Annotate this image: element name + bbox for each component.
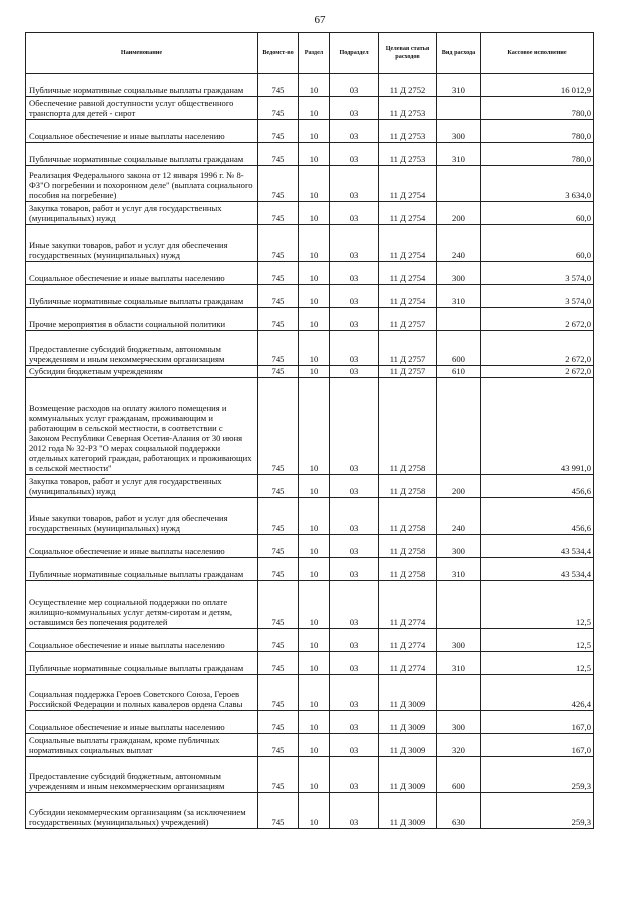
cell-subsection: 03 xyxy=(330,331,379,366)
cell-expense-type: 310 xyxy=(437,558,481,581)
cell-target-item: 11 Д 3009 xyxy=(379,734,437,757)
cell-expense-type: 320 xyxy=(437,734,481,757)
cell-name: Осуществление мер социальной поддержки по оплате жилищно-коммунальных услуг детям-сиротам и детям, оставшимся без попечения родителей xyxy=(26,581,258,629)
table-row xyxy=(26,262,594,285)
cell-expense-type: 300 xyxy=(437,262,481,285)
table-row xyxy=(26,558,594,581)
cell-target-item: 11 Д 2754 xyxy=(379,202,437,225)
cell-name: Закупка товаров, работ и услуг для государственных (муниципальных) нужд xyxy=(26,475,258,498)
cell-subsection: 03 xyxy=(330,629,379,652)
table-row xyxy=(26,166,594,202)
cell-department: 745 xyxy=(258,734,299,757)
header-expense-type: Вид расхода xyxy=(437,33,481,74)
cell-target-item: 11 Д 3009 xyxy=(379,757,437,793)
cell-target-item: 11 Д 2758 xyxy=(379,378,437,475)
cell-target-item: 11 Д 2758 xyxy=(379,498,437,535)
cell-section: 10 xyxy=(299,366,330,378)
cell-amount: 12,5 xyxy=(481,629,594,652)
cell-section: 10 xyxy=(299,262,330,285)
cell-subsection: 03 xyxy=(330,166,379,202)
cell-amount: 259,3 xyxy=(481,757,594,793)
cell-target-item: 11 Д 2752 xyxy=(379,74,437,97)
cell-name: Реализация Федерального закона от 12 января 1996 г. № 8-ФЗ"О погребении и похоронном деле" (выплата социального пособия на погребение) xyxy=(26,166,258,202)
cell-expense-type: 310 xyxy=(437,74,481,97)
cell-target-item: 11 Д 2758 xyxy=(379,535,437,558)
cell-name: Социальное обеспечение и иные выплаты населению xyxy=(26,535,258,558)
table-row xyxy=(26,711,594,734)
cell-name: Публичные нормативные социальные выплаты гражданам xyxy=(26,285,258,308)
cell-subsection: 03 xyxy=(330,498,379,535)
cell-department: 745 xyxy=(258,308,299,331)
cell-name: Субсидии некоммерческим организациям (за исключением государственных (муниципальных) учреждений) xyxy=(26,793,258,829)
table-row xyxy=(26,581,594,629)
cell-expense-type: 310 xyxy=(437,652,481,675)
table-row xyxy=(26,308,594,331)
cell-department: 745 xyxy=(258,202,299,225)
cell-amount: 12,5 xyxy=(481,652,594,675)
cell-subsection: 03 xyxy=(330,475,379,498)
cell-amount: 456,6 xyxy=(481,498,594,535)
cell-subsection: 03 xyxy=(330,581,379,629)
cell-name: Иные закупки товаров, работ и услуг для обеспечения государственных (муниципальных) нужд xyxy=(26,498,258,535)
cell-amount: 60,0 xyxy=(481,202,594,225)
table-header-row xyxy=(26,33,594,74)
cell-name: Прочие мероприятия в области социальной политики xyxy=(26,308,258,331)
cell-subsection: 03 xyxy=(330,120,379,143)
cell-section: 10 xyxy=(299,793,330,829)
table-row xyxy=(26,285,594,308)
cell-section: 10 xyxy=(299,652,330,675)
cell-expense-type: 240 xyxy=(437,498,481,535)
cell-subsection: 03 xyxy=(330,757,379,793)
cell-subsection: 03 xyxy=(330,652,379,675)
cell-department: 745 xyxy=(258,366,299,378)
cell-section: 10 xyxy=(299,581,330,629)
cell-expense-type xyxy=(437,581,481,629)
cell-section: 10 xyxy=(299,120,330,143)
table-row xyxy=(26,734,594,757)
table-row xyxy=(26,331,594,366)
table-row xyxy=(26,120,594,143)
table-row xyxy=(26,74,594,97)
cell-department: 745 xyxy=(258,558,299,581)
cell-amount: 259,3 xyxy=(481,793,594,829)
budget-table xyxy=(25,32,594,829)
cell-target-item: 11 Д 2757 xyxy=(379,331,437,366)
cell-section: 10 xyxy=(299,202,330,225)
cell-department: 745 xyxy=(258,378,299,475)
header-section: Раздел xyxy=(299,33,330,74)
cell-name: Публичные нормативные социальные выплаты гражданам xyxy=(26,74,258,97)
cell-department: 745 xyxy=(258,535,299,558)
table-row xyxy=(26,143,594,166)
cell-amount: 780,0 xyxy=(481,143,594,166)
cell-amount: 3 574,0 xyxy=(481,262,594,285)
header-cash-execution: Кассовое исполнение xyxy=(481,33,594,74)
cell-name: Предоставление субсидий бюджетным, автономным учреждениям и иным некоммерческим организациям xyxy=(26,331,258,366)
cell-name: Закупка товаров, работ и услуг для государственных (муниципальных) нужд xyxy=(26,202,258,225)
cell-expense-type xyxy=(437,97,481,120)
cell-department: 745 xyxy=(258,498,299,535)
cell-section: 10 xyxy=(299,378,330,475)
cell-subsection: 03 xyxy=(330,711,379,734)
cell-subsection: 03 xyxy=(330,285,379,308)
cell-amount: 60,0 xyxy=(481,225,594,262)
cell-subsection: 03 xyxy=(330,308,379,331)
cell-target-item: 11 Д 3009 xyxy=(379,793,437,829)
cell-section: 10 xyxy=(299,757,330,793)
cell-expense-type xyxy=(437,675,481,711)
cell-department: 745 xyxy=(258,285,299,308)
cell-subsection: 03 xyxy=(330,535,379,558)
cell-section: 10 xyxy=(299,498,330,535)
table-row xyxy=(26,793,594,829)
cell-section: 10 xyxy=(299,734,330,757)
cell-amount: 43 991,0 xyxy=(481,378,594,475)
cell-name: Социальные выплаты гражданам, кроме публичных нормативных социальных выплат xyxy=(26,734,258,757)
cell-department: 745 xyxy=(258,652,299,675)
table-row xyxy=(26,475,594,498)
cell-name: Возмещение расходов на оплату жилого помещения и коммунальных услуг гражданам, проживающим и работающим в сельской местности, в соответствии с Законом Республики Северная Осетия-Алания от 30 июня 2012 года № 32-РЗ "О мерах социальной поддержки отдельных категорий граждан, работающих и проживающих в сельской местности" xyxy=(26,378,258,475)
cell-target-item: 11 Д 2758 xyxy=(379,475,437,498)
cell-department: 745 xyxy=(258,475,299,498)
cell-target-item: 11 Д 2754 xyxy=(379,285,437,308)
cell-department: 745 xyxy=(258,711,299,734)
cell-amount: 426,4 xyxy=(481,675,594,711)
header-department: Ведомст-во xyxy=(258,33,299,74)
table-row xyxy=(26,629,594,652)
cell-amount: 167,0 xyxy=(481,711,594,734)
cell-expense-type: 300 xyxy=(437,629,481,652)
cell-amount: 780,0 xyxy=(481,120,594,143)
cell-expense-type xyxy=(437,166,481,202)
cell-expense-type: 310 xyxy=(437,143,481,166)
table-body xyxy=(26,74,594,829)
cell-target-item: 11 Д 2754 xyxy=(379,225,437,262)
cell-target-item: 11 Д 2757 xyxy=(379,308,437,331)
cell-name: Иные закупки товаров, работ и услуг для обеспечения государственных (муниципальных) нужд xyxy=(26,225,258,262)
cell-amount: 167,0 xyxy=(481,734,594,757)
cell-target-item: 11 Д 2758 xyxy=(379,558,437,581)
cell-section: 10 xyxy=(299,475,330,498)
cell-subsection: 03 xyxy=(330,734,379,757)
cell-department: 745 xyxy=(258,120,299,143)
table-row xyxy=(26,498,594,535)
cell-subsection: 03 xyxy=(330,366,379,378)
cell-amount: 12,5 xyxy=(481,581,594,629)
cell-expense-type xyxy=(437,308,481,331)
cell-amount: 16 012,9 xyxy=(481,74,594,97)
cell-target-item: 11 Д 2753 xyxy=(379,143,437,166)
cell-department: 745 xyxy=(258,331,299,366)
header-subsection: Подраздел xyxy=(330,33,379,74)
cell-department: 745 xyxy=(258,225,299,262)
table-row xyxy=(26,675,594,711)
cell-subsection: 03 xyxy=(330,225,379,262)
table-row xyxy=(26,366,594,378)
cell-section: 10 xyxy=(299,74,330,97)
cell-name: Публичные нормативные социальные выплаты гражданам xyxy=(26,558,258,581)
cell-expense-type: 200 xyxy=(437,475,481,498)
table-row xyxy=(26,757,594,793)
cell-amount: 2 672,0 xyxy=(481,366,594,378)
cell-target-item: 11 Д 2757 xyxy=(379,366,437,378)
cell-section: 10 xyxy=(299,225,330,262)
cell-section: 10 xyxy=(299,285,330,308)
cell-target-item: 11 Д 2774 xyxy=(379,581,437,629)
cell-expense-type: 600 xyxy=(437,757,481,793)
cell-expense-type: 300 xyxy=(437,711,481,734)
cell-name: Социальная поддержка Героев Советского Союза, Героев Российской Федерации и полных кавалеров ордена Славы xyxy=(26,675,258,711)
cell-section: 10 xyxy=(299,331,330,366)
cell-target-item: 11 Д 3009 xyxy=(379,675,437,711)
cell-section: 10 xyxy=(299,97,330,120)
cell-target-item: 11 Д 2753 xyxy=(379,97,437,120)
cell-subsection: 03 xyxy=(330,262,379,285)
cell-expense-type: 240 xyxy=(437,225,481,262)
cell-target-item: 11 Д 2754 xyxy=(379,262,437,285)
cell-name: Предоставление субсидий бюджетным, автономным учреждениям и иным некоммерческим организациям xyxy=(26,757,258,793)
cell-subsection: 03 xyxy=(330,675,379,711)
cell-department: 745 xyxy=(258,675,299,711)
cell-amount: 780,0 xyxy=(481,97,594,120)
cell-expense-type: 610 xyxy=(437,366,481,378)
cell-amount: 3 574,0 xyxy=(481,285,594,308)
cell-subsection: 03 xyxy=(330,202,379,225)
cell-name: Обеспечение равной доступности услуг общественного транспорта для детей - сирот xyxy=(26,97,258,120)
cell-target-item: 11 Д 3009 xyxy=(379,711,437,734)
cell-target-item: 11 Д 2774 xyxy=(379,629,437,652)
cell-subsection: 03 xyxy=(330,378,379,475)
header-target-item: Целевая статья расходов xyxy=(379,33,437,74)
cell-subsection: 03 xyxy=(330,74,379,97)
cell-amount: 2 672,0 xyxy=(481,308,594,331)
cell-amount: 456,6 xyxy=(481,475,594,498)
cell-section: 10 xyxy=(299,675,330,711)
cell-name: Социальное обеспечение и иные выплаты населению xyxy=(26,629,258,652)
cell-department: 745 xyxy=(258,143,299,166)
cell-expense-type: 300 xyxy=(437,120,481,143)
cell-target-item: 11 Д 2754 xyxy=(379,166,437,202)
cell-section: 10 xyxy=(299,711,330,734)
cell-expense-type: 600 xyxy=(437,331,481,366)
table-row xyxy=(26,535,594,558)
cell-section: 10 xyxy=(299,558,330,581)
cell-name: Публичные нормативные социальные выплаты гражданам xyxy=(26,143,258,166)
cell-name: Социальное обеспечение и иные выплаты населению xyxy=(26,120,258,143)
table-row xyxy=(26,652,594,675)
cell-department: 745 xyxy=(258,74,299,97)
cell-section: 10 xyxy=(299,535,330,558)
cell-amount: 3 634,0 xyxy=(481,166,594,202)
cell-name: Публичные нормативные социальные выплаты гражданам xyxy=(26,652,258,675)
cell-department: 745 xyxy=(258,757,299,793)
page-number: 67 xyxy=(314,14,326,26)
cell-target-item: 11 Д 2774 xyxy=(379,652,437,675)
cell-subsection: 03 xyxy=(330,558,379,581)
cell-section: 10 xyxy=(299,629,330,652)
cell-name: Субсидии бюджетным учреждениям xyxy=(26,366,258,378)
cell-department: 745 xyxy=(258,629,299,652)
cell-department: 745 xyxy=(258,581,299,629)
cell-expense-type: 200 xyxy=(437,202,481,225)
cell-target-item: 11 Д 2753 xyxy=(379,120,437,143)
cell-amount: 2 672,0 xyxy=(481,331,594,366)
cell-section: 10 xyxy=(299,143,330,166)
cell-amount: 43 534,4 xyxy=(481,535,594,558)
cell-section: 10 xyxy=(299,308,330,331)
table-row xyxy=(26,378,594,475)
cell-section: 10 xyxy=(299,166,330,202)
cell-name: Социальное обеспечение и иные выплаты населению xyxy=(26,262,258,285)
table-row xyxy=(26,97,594,120)
cell-expense-type: 300 xyxy=(437,535,481,558)
cell-expense-type: 630 xyxy=(437,793,481,829)
cell-subsection: 03 xyxy=(330,143,379,166)
cell-department: 745 xyxy=(258,97,299,120)
table-row xyxy=(26,202,594,225)
cell-expense-type: 310 xyxy=(437,285,481,308)
cell-department: 745 xyxy=(258,262,299,285)
cell-amount: 43 534,4 xyxy=(481,558,594,581)
cell-subsection: 03 xyxy=(330,793,379,829)
cell-expense-type xyxy=(437,378,481,475)
table-row xyxy=(26,225,594,262)
cell-subsection: 03 xyxy=(330,97,379,120)
cell-department: 745 xyxy=(258,793,299,829)
header-name: Наименование xyxy=(26,33,258,74)
cell-department: 745 xyxy=(258,166,299,202)
cell-name: Социальное обеспечение и иные выплаты населению xyxy=(26,711,258,734)
